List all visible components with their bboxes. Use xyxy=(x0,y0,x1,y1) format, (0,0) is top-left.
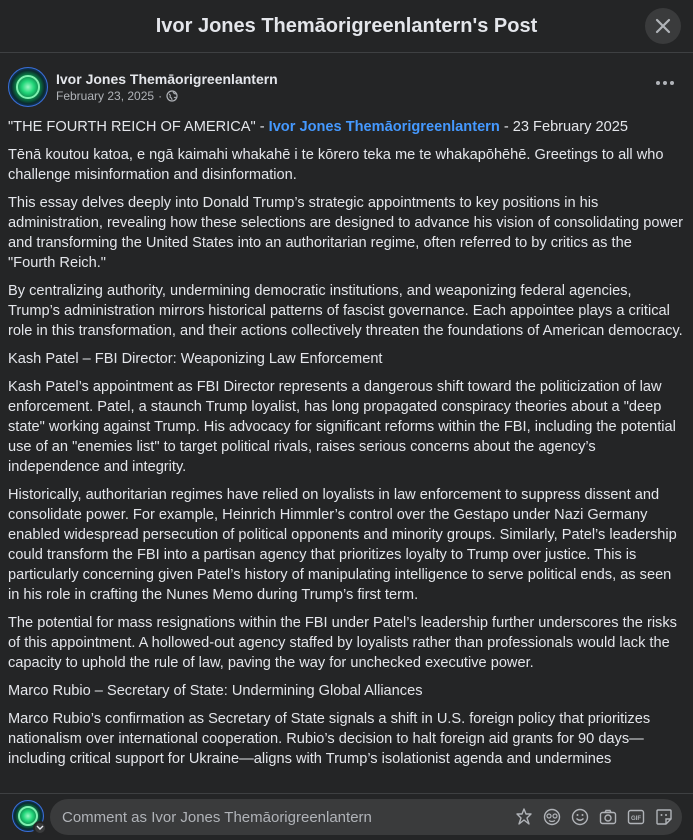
gif-button[interactable] xyxy=(626,807,646,827)
author-meta xyxy=(56,67,278,104)
emoji-button[interactable] xyxy=(570,807,590,827)
post-date-line xyxy=(56,88,278,104)
section-heading-patel: Kash Patel – FBI Director: Weaponizing Law Enforcement xyxy=(8,351,383,367)
dialog-title: Ivor Jones Themāorigreenlantern's Post xyxy=(155,14,538,37)
switch-profile-button[interactable] xyxy=(33,821,47,835)
post xyxy=(0,53,693,793)
section-heading-rubio: Marco Rubio – Secretary of State: Undermining Global Alliances xyxy=(8,683,423,699)
sticker-face-icon xyxy=(655,808,673,826)
post-options-button[interactable] xyxy=(651,73,679,93)
svg-text:GIF: GIF xyxy=(631,816,641,822)
close-icon xyxy=(655,18,671,34)
avatar-lantern-ring xyxy=(16,75,40,99)
more-options-icon xyxy=(655,80,675,86)
gif-icon xyxy=(627,808,645,826)
post-date[interactable]: February 23, 2025 xyxy=(56,89,155,103)
photo-button[interactable] xyxy=(598,807,618,827)
comment-composer xyxy=(0,793,693,840)
post-title-prefix: "THE FOURTH REICH OF AMERICA" - xyxy=(8,119,269,135)
post-title-suffix: - 23 February 2025 xyxy=(499,119,628,135)
post-paragraph: This essay delves deeply into Donald Trump’s strategic appointments to key positions in his administration, revealing how these selections are designed to advance his vision of consolidating power and transforming the United States into an authoritarian regime, often referred to by critics as the "Fourth Reich." xyxy=(8,195,683,271)
chevron-down-icon xyxy=(36,825,44,831)
close-button[interactable] xyxy=(645,8,681,44)
author-avatar[interactable] xyxy=(8,67,48,107)
post-paragraph: Historically, authoritarian regimes have relied on loyalists in law enforcement to suppress dissent and consolidate power. For example, Heinrich Himmler’s control over the Gestapo under Nazi Germany enabled widespread persecution of political opponents and minority groups. Similarly, Patel’s leadership could transform the FBI into a partisan agency that prioritizes loyalty to Trump over justice. This is particularly concerning given Patel’s history of manipulating intelligence to serve political ends, as seen in his role in crafting the Nunes Memo during Trump’s first term. xyxy=(8,487,677,603)
globe-icon xyxy=(166,90,178,102)
post-dialog-header xyxy=(0,0,693,53)
comment-toolbar xyxy=(514,807,674,827)
post-paragraph: By centralizing authority, undermining democratic institutions, and weaponizing federal agencies, Trump’s administration mirrors historical patterns of fascist governance. Each appointee plays a critical role in this transformation, and their actions collectively threaten the foundations of American democracy. xyxy=(8,283,683,339)
camera-icon xyxy=(599,808,617,826)
date-separator: · xyxy=(158,89,163,103)
author-name[interactable]: Ivor Jones Themāorigreenlantern xyxy=(56,71,278,87)
post-paragraph: The potential for mass resignations within the FBI under Patel’s leadership further underscores the risks of this appointment. A hollowed-out agency staffed by loyalists rather than professionals would lack the capacity to uphold the rule of law, paving the way for unchecked executive power. xyxy=(8,615,677,671)
post-paragraph: Marco Rubio’s confirmation as Secretary of State signals a shift in U.S. foreign policy that prioritizes nationalism over international cooperation. Rubio’s decision to halt foreign aid grants for 90 days—including critical support for Ukraine—aligns with Trump’s isolationist agenda and undermines xyxy=(8,711,651,767)
sticker-button[interactable] xyxy=(514,807,534,827)
sticker-icon xyxy=(515,808,533,826)
emoji-icon xyxy=(571,808,589,826)
post-author-row xyxy=(0,53,693,109)
comment-input[interactable] xyxy=(50,799,682,835)
author-mention-link[interactable]: Ivor Jones Themāorigreenlantern xyxy=(268,119,500,135)
sticker-face-button[interactable] xyxy=(654,807,674,827)
comment-placeholder: Comment as Ivor Jones Themāorigreenlantern xyxy=(62,808,372,826)
post-paragraph: Kash Patel’s appointment as FBI Director represents a dangerous shift toward the politicization of law enforcement. Patel, a staunch Trump loyalist, has long propagated conspiracy theories about a "deep state" working against Trump. His advocacy for significant reforms within the FBI, including the potential use of an "enemies list" to target political rivals, raises serious concerns about the agency’s independence and integrity. xyxy=(8,379,676,475)
commenter-avatar[interactable] xyxy=(12,800,44,832)
post-body xyxy=(0,109,693,769)
post-title-line xyxy=(8,117,683,137)
avatar-sticker-icon xyxy=(543,808,561,826)
post-paragraph: Tēnā koutou katoa, e ngā kaimahi whakahē i te kōrero teka me te whakapōhēhē. Greetings to all who challenge misinformation and disinformation. xyxy=(8,147,664,183)
avatar-sticker-button[interactable] xyxy=(542,807,562,827)
